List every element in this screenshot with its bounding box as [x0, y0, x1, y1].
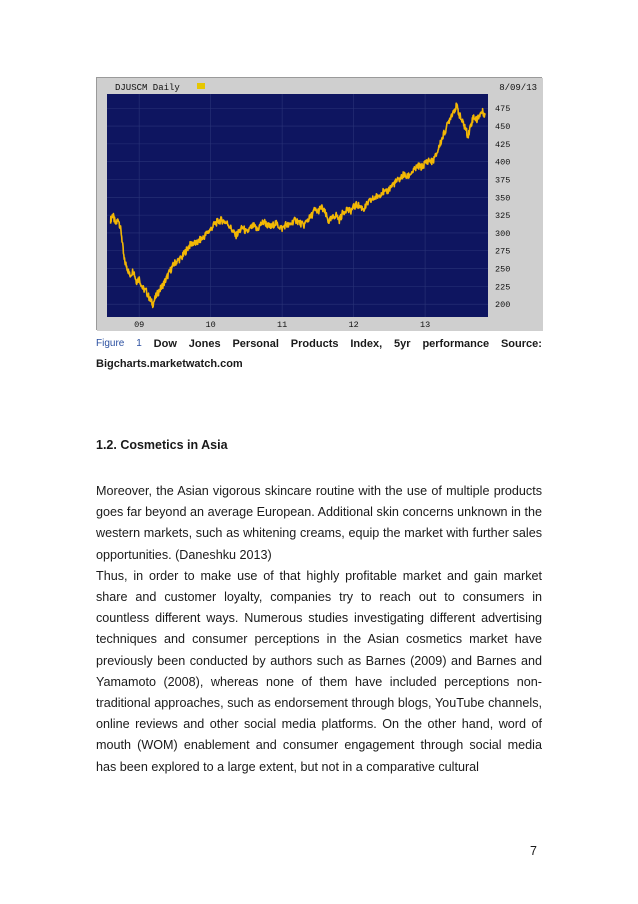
body-text	[96, 481, 542, 778]
legend-swatch	[197, 83, 205, 89]
caption-word: Jones	[188, 338, 221, 350]
caption-word: Index,	[350, 338, 383, 350]
x-tick-label: 11	[277, 320, 288, 330]
x-tick-label: 09	[134, 320, 145, 330]
caption-word: Personal	[232, 338, 279, 350]
x-tick-label: 10	[205, 320, 216, 330]
chart-title: DJUSCM Daily	[115, 83, 180, 93]
y-tick-label: 475	[495, 104, 511, 115]
page-number: 7	[530, 844, 537, 858]
paragraph: Moreover, the Asian vigorous skincare routine with the use of multiple products goes far beyond an average European. Additional skin concerns unknown in the western markets, such as whitening creams, equip the market with further sales opportunities. (Daneshku 2013)	[96, 484, 542, 562]
y-tick-label: 425	[495, 139, 511, 150]
section-heading: 1.2. Cosmetics in Asia	[96, 438, 228, 452]
y-tick-label: 275	[495, 246, 511, 257]
y-tick-label: 300	[495, 228, 511, 239]
stock-chart	[96, 77, 542, 330]
caption-line-1	[96, 334, 542, 354]
figure-caption	[96, 334, 542, 374]
x-tick-label: 13	[419, 320, 431, 330]
caption-word: performance	[422, 338, 490, 350]
caption-word: Products	[290, 338, 339, 350]
caption-word: Figure	[96, 338, 125, 349]
caption-word: 1	[136, 338, 142, 349]
y-tick-label: 325	[495, 211, 511, 222]
y-tick-label: 450	[495, 122, 511, 133]
caption-source: Bigcharts.marketwatch.com	[96, 358, 243, 370]
caption-word: Dow	[153, 338, 177, 350]
caption-word: 5yr	[394, 338, 411, 350]
y-tick-label: 350	[495, 193, 511, 204]
x-tick-label: 12	[348, 320, 359, 330]
y-tick-label: 400	[495, 157, 511, 168]
caption-word: Source:	[500, 338, 542, 350]
y-tick-label: 375	[495, 175, 511, 186]
chart-date: 8/09/13	[499, 83, 537, 93]
y-tick-label: 200	[495, 300, 511, 311]
y-tick-label: 225	[495, 282, 511, 293]
y-tick-label: 250	[495, 264, 511, 275]
paragraph: Thus, in order to make use of that highly profitable market and gain market share and customer loyalty, companies try to reach out to consumers in countless different ways. Numerous studies investigating different advertising techniques and consumer perceptions in the Asian cosmetics market have previously been conducted by authors such as Barnes (2009) and Barnes and Yamamoto (2008), whereas none of them have included perceptions non-traditional approaches, such as endorsement through blogs, YouTube channels, online reviews and other social media platforms. On the other hand, word of mouth (WOM) enablement and consumer engagement through social media has been explored to a large extent, but not in a comparative cultural	[96, 568, 542, 774]
chart-canvas	[97, 78, 543, 331]
